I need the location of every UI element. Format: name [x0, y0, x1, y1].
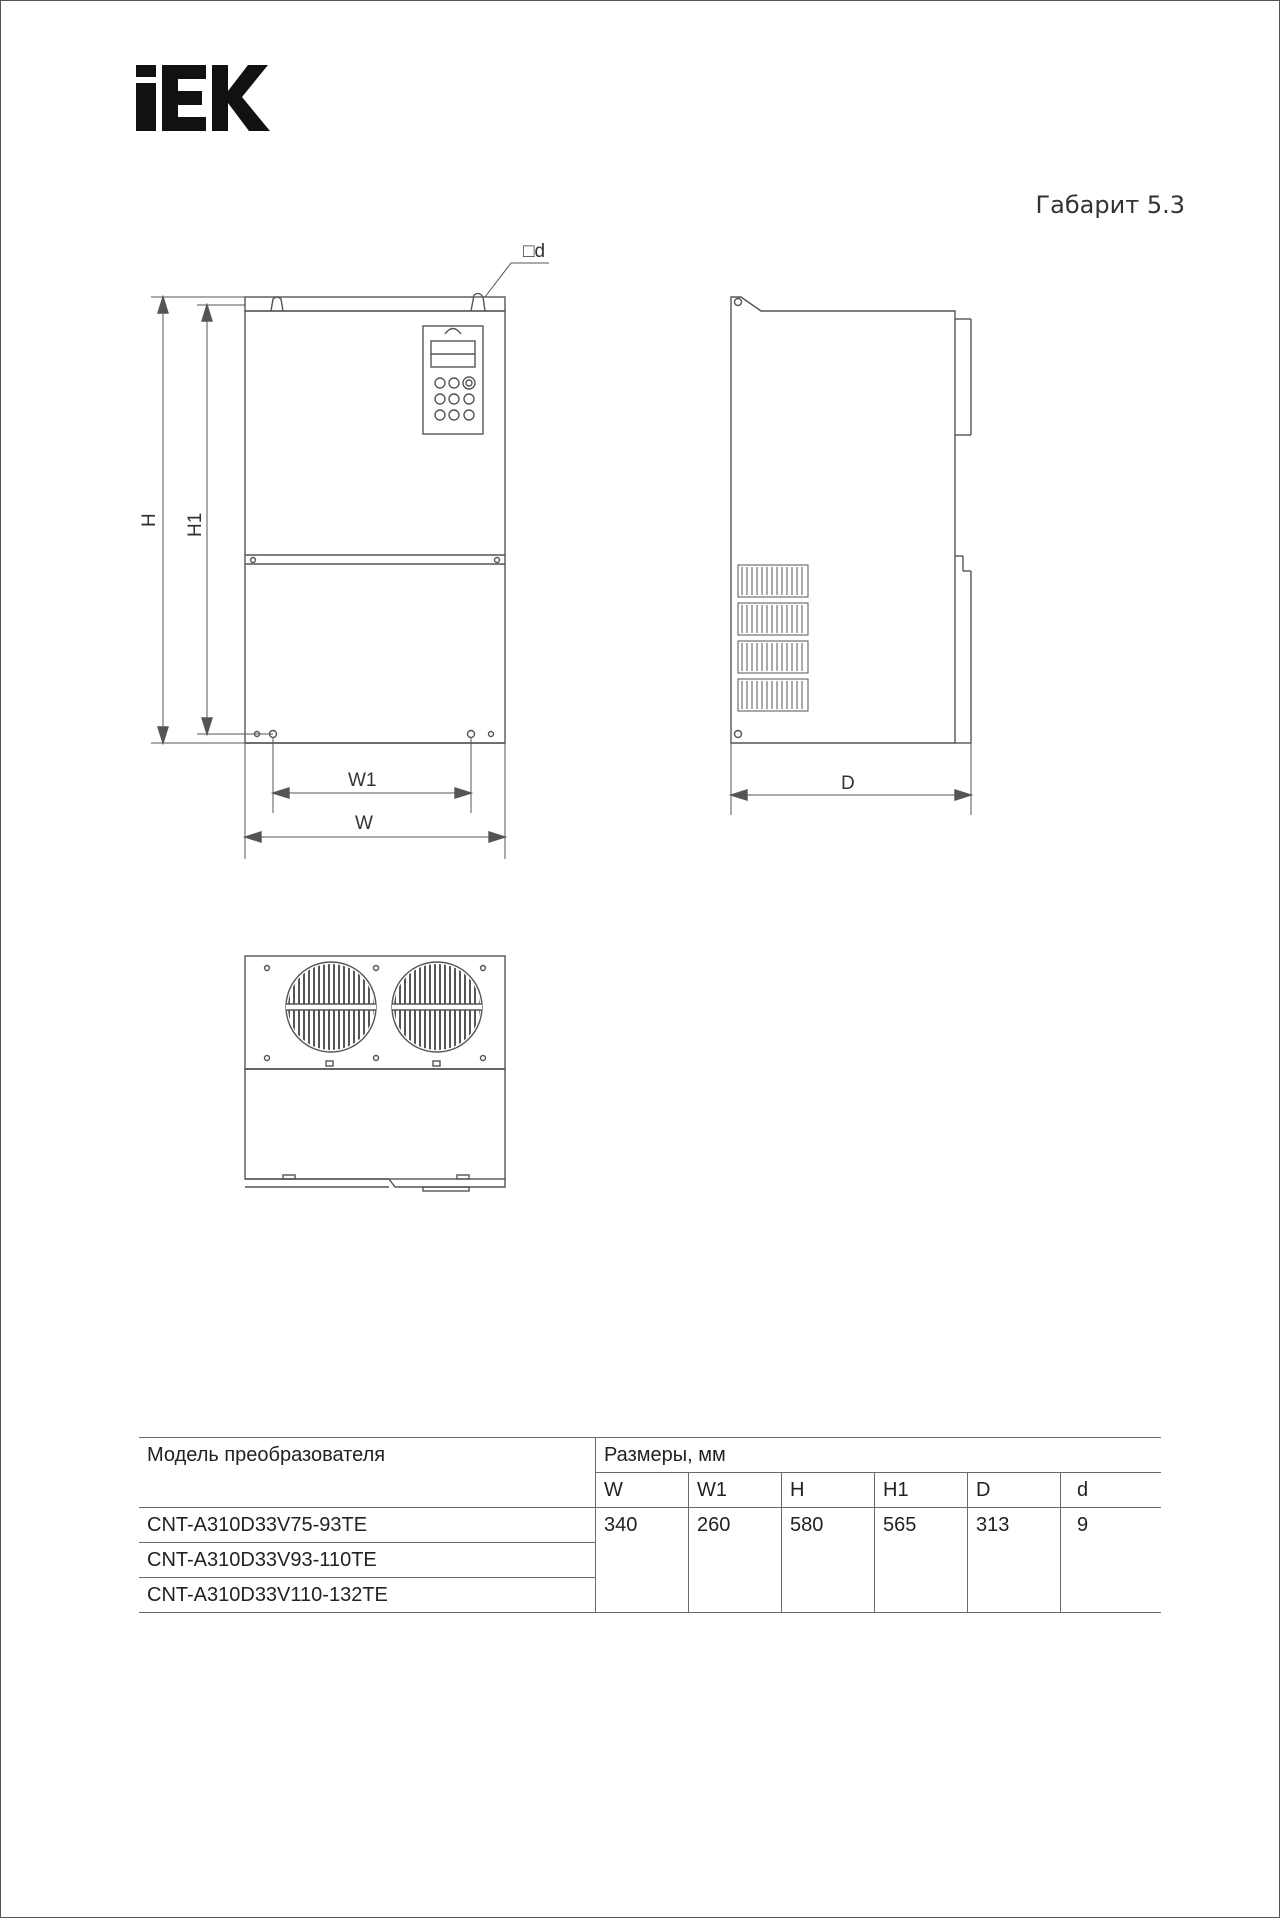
model-header: Модель преобразователя	[139, 1438, 596, 1473]
keypad-panel	[423, 326, 483, 434]
table-header-row	[139, 1438, 1161, 1473]
model-name: CNT-A310D33V75-93TE	[139, 1508, 596, 1543]
side-view	[731, 297, 971, 815]
label-d: □d	[523, 241, 546, 262]
label-D: D	[841, 773, 855, 794]
variant-title: Габарит 5.3	[1035, 191, 1185, 219]
fan-right	[392, 961, 482, 1053]
col-W1: W1	[689, 1473, 782, 1508]
value-H1: 565	[875, 1508, 968, 1613]
col-H1: H1	[875, 1473, 968, 1508]
label-H: H	[139, 513, 160, 527]
value-D: 313	[968, 1508, 1061, 1613]
dims-header: Размеры, мм	[596, 1438, 1162, 1473]
value-d: 9	[1061, 1508, 1162, 1613]
col-W: W	[596, 1473, 689, 1508]
table-row	[139, 1508, 1161, 1543]
col-D: D	[968, 1473, 1061, 1508]
spec-table	[139, 1437, 1161, 1613]
dimension-drawing	[1, 1, 1279, 1221]
value-H: 580	[782, 1508, 875, 1613]
value-W1: 260	[689, 1508, 782, 1613]
label-W: W	[355, 813, 373, 834]
value-W: 340	[596, 1508, 689, 1613]
model-name: CNT-A310D33V110-132TE	[139, 1578, 596, 1613]
fan-left	[286, 961, 376, 1053]
top-view	[245, 956, 505, 1191]
model-name: CNT-A310D33V93-110TE	[139, 1543, 596, 1578]
label-H1: H1	[185, 512, 206, 537]
label-W1: W1	[348, 770, 377, 791]
col-H: H	[782, 1473, 875, 1508]
table-subheader-row	[139, 1473, 1161, 1508]
col-d: d	[1061, 1473, 1162, 1508]
